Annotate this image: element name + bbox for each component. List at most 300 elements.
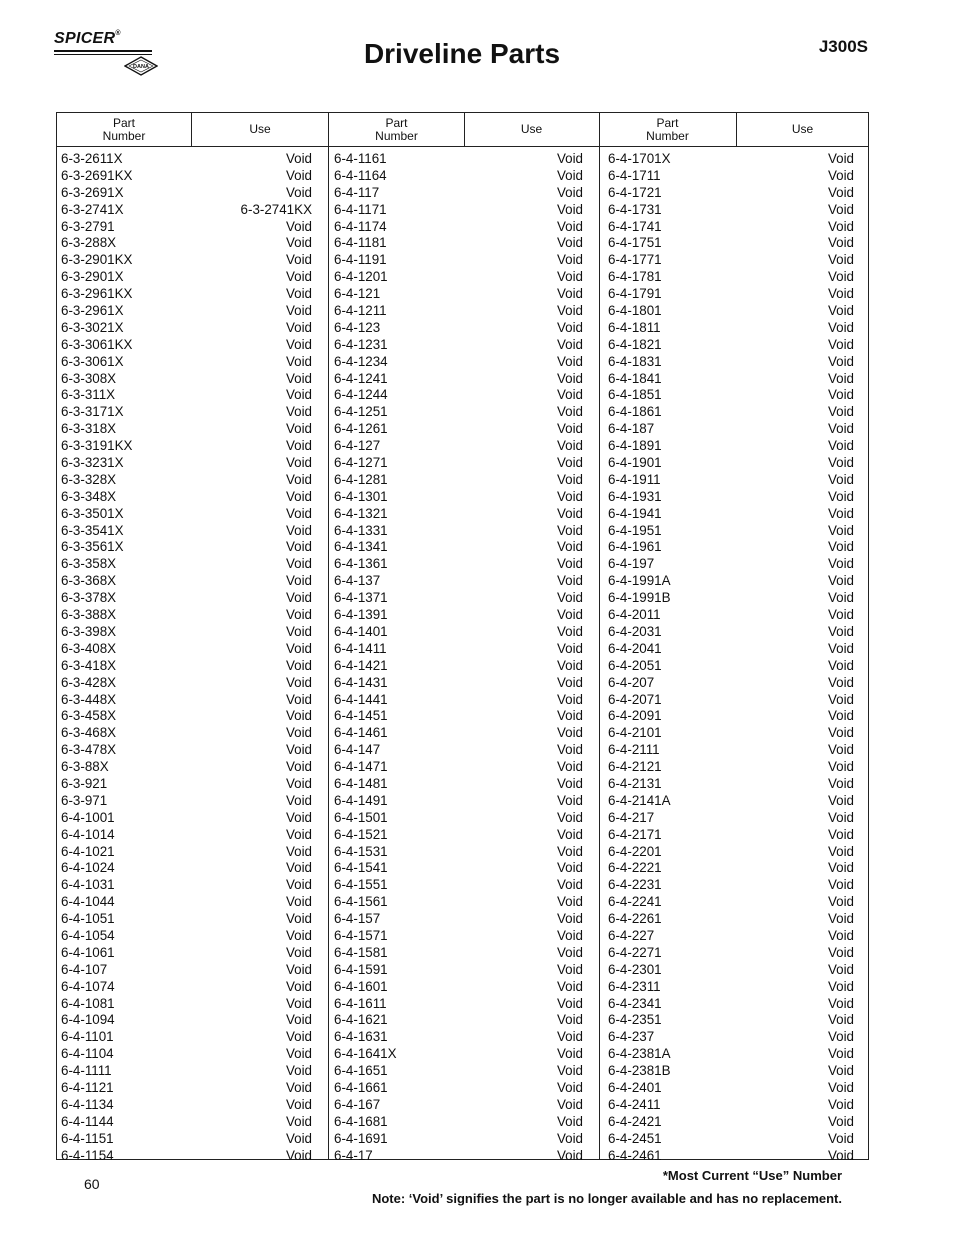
table-row <box>330 742 599 759</box>
part-number-cell: 6-4-1121 <box>61 1079 114 1095</box>
table-row <box>57 252 328 269</box>
table-row <box>330 607 599 624</box>
part-number-cell: 6-4-1134 <box>61 1096 114 1112</box>
table-row <box>57 979 328 996</box>
table-row <box>604 742 870 759</box>
table-row <box>604 1029 870 1046</box>
parts-table <box>56 112 869 1163</box>
use-cell: Void <box>556 455 583 471</box>
use-cell: Void <box>285 184 312 200</box>
part-number-cell: 6-4-1711 <box>608 167 661 183</box>
use-cell: Void <box>556 235 583 251</box>
part-number-cell: 6-4-1231 <box>334 336 388 352</box>
use-cell: Void <box>285 1063 312 1079</box>
part-number-cell: 6-4-2011 <box>608 607 661 623</box>
part-number-cell: 6-4-1811 <box>608 319 661 335</box>
part-number-cell: 6-4-1601 <box>334 978 388 994</box>
part-number-cell: 6-4-2461 <box>608 1147 662 1163</box>
table-row <box>330 793 599 810</box>
use-cell: Void <box>285 759 312 775</box>
table-row <box>57 1131 328 1148</box>
table-row <box>604 624 870 641</box>
part-number-cell: 6-4-1211 <box>334 303 387 319</box>
use-cell: Void <box>556 944 583 960</box>
use-cell: Void <box>827 235 854 251</box>
table-row <box>330 219 599 236</box>
part-number-cell: 6-3-3561X <box>61 539 124 555</box>
part-number-cell: 6-3-2791 <box>61 218 115 234</box>
part-number-cell: 6-4-1031 <box>61 877 115 893</box>
table-row <box>604 438 870 455</box>
table-row <box>604 523 870 540</box>
use-cell: Void <box>827 725 854 741</box>
use-cell: Void <box>827 607 854 623</box>
part-number-cell: 6-4-2351 <box>608 1012 662 1028</box>
table-row <box>604 252 870 269</box>
use-cell: Void <box>827 792 854 808</box>
use-cell: Void <box>556 792 583 808</box>
table-header <box>57 113 868 147</box>
part-number-cell: 6-4-2041 <box>608 640 662 656</box>
use-cell: Void <box>827 1130 854 1146</box>
table-row <box>57 742 328 759</box>
use-cell: Void <box>556 471 583 487</box>
use-cell: Void <box>827 488 854 504</box>
table-row <box>604 590 870 607</box>
part-number-cell: 6-4-1171 <box>334 201 387 217</box>
use-cell: Void <box>556 961 583 977</box>
part-number-cell: 6-4-1161 <box>334 151 387 166</box>
part-number-cell: 6-4-1571 <box>334 927 388 943</box>
part-number-cell: 6-3-3501X <box>61 505 124 521</box>
part-number-cell: 6-4-1271 <box>334 455 388 471</box>
table-row <box>57 1114 328 1131</box>
part-number-cell: 6-4-2201 <box>608 843 662 859</box>
use-cell: Void <box>285 826 312 842</box>
table-row <box>57 185 328 202</box>
part-number-cell: 6-4-1521 <box>334 826 388 842</box>
use-cell: Void <box>556 657 583 673</box>
use-cell: Void <box>827 404 854 420</box>
table-row <box>330 1063 599 1080</box>
table-row <box>330 996 599 1013</box>
table-row <box>604 894 870 911</box>
header-divider <box>736 113 737 146</box>
use-cell: Void <box>827 421 854 437</box>
table-row <box>330 641 599 658</box>
table-row <box>604 708 870 725</box>
logo-brand: SPICER® <box>54 30 121 47</box>
table-row <box>604 472 870 489</box>
table-row <box>57 776 328 793</box>
part-number-cell: 6-4-1491 <box>334 792 388 808</box>
use-cell: Void <box>827 1012 854 1028</box>
part-number-cell: 6-4-2451 <box>608 1130 662 1146</box>
use-cell: Void <box>285 944 312 960</box>
table-row <box>57 1097 328 1114</box>
table-row <box>57 556 328 573</box>
part-number-cell: 6-4-1074 <box>61 978 115 994</box>
table-row <box>330 894 599 911</box>
part-number-cell: 6-3-88X <box>61 759 109 775</box>
part-number-cell: 6-3-408X <box>61 640 117 656</box>
use-cell: Void <box>556 286 583 302</box>
use-cell: Void <box>285 252 312 268</box>
header-part-number: Part Number <box>102 115 146 143</box>
use-cell: Void <box>285 455 312 471</box>
part-number-cell: 6-4-1144 <box>61 1113 114 1129</box>
use-cell: Void <box>827 623 854 639</box>
use-cell: Void <box>827 573 854 589</box>
table-row <box>604 235 870 252</box>
use-cell: Void <box>827 995 854 1011</box>
table-row <box>57 590 328 607</box>
part-number-cell: 6-3-2961X <box>61 303 124 319</box>
part-number-cell: 6-4-1841 <box>608 370 662 386</box>
part-number-cell: 6-4-1821 <box>608 336 662 352</box>
part-number-cell: 6-4-2071 <box>608 691 662 707</box>
use-cell: Void <box>827 674 854 690</box>
part-number-cell: 6-4-1941 <box>608 505 662 521</box>
table-row <box>330 151 599 168</box>
table-row <box>330 1029 599 1046</box>
part-number-cell: 6-3-311X <box>61 387 116 403</box>
part-number-cell: 6-3-921 <box>61 775 108 791</box>
part-number-cell: 6-4-1111 <box>61 1063 112 1079</box>
table-row <box>330 979 599 996</box>
use-cell: Void <box>285 775 312 791</box>
table-row <box>57 455 328 472</box>
part-number-cell: 6-3-388X <box>61 607 117 623</box>
part-number-cell: 6-4-1901 <box>608 455 662 471</box>
table-row <box>330 286 599 303</box>
use-cell: Void <box>827 640 854 656</box>
use-cell: Void <box>556 539 583 555</box>
table-row <box>330 911 599 928</box>
part-number-cell: 6-4-1961 <box>608 539 662 555</box>
table-row <box>330 354 599 371</box>
part-number-cell: 6-4-1481 <box>334 775 388 791</box>
use-cell: Void <box>827 167 854 183</box>
part-number-cell: 6-4-1181 <box>334 235 387 251</box>
table-row <box>604 404 870 421</box>
part-number-cell: 6-4-1164 <box>334 167 387 183</box>
part-number-cell: 6-4-2051 <box>608 657 662 673</box>
table-row <box>57 928 328 945</box>
part-number-cell: 6-4-207 <box>608 674 655 690</box>
use-cell: Void <box>827 860 854 876</box>
use-cell: Void <box>556 877 583 893</box>
table-row <box>330 1012 599 1029</box>
use-cell: Void <box>827 1147 854 1163</box>
part-number-cell: 6-3-348X <box>61 488 117 504</box>
table-row <box>57 472 328 489</box>
part-number-cell: 6-3-308X <box>61 370 117 386</box>
part-number-cell: 6-4-1631 <box>334 1029 388 1045</box>
table-row <box>604 1012 870 1029</box>
part-number-cell: 6-3-971 <box>61 792 108 808</box>
part-number-cell: 6-4-121 <box>334 286 381 302</box>
part-number-cell: 6-4-117 <box>334 184 380 200</box>
use-cell: Void <box>556 505 583 521</box>
use-cell: Void <box>827 944 854 960</box>
table-row <box>57 506 328 523</box>
use-cell: Void <box>285 911 312 927</box>
use-cell: Void <box>556 691 583 707</box>
use-cell: Void <box>285 1147 312 1163</box>
use-cell: Void <box>285 843 312 859</box>
use-cell: Void <box>827 286 854 302</box>
part-number-cell: 6-3-3061KX <box>61 336 133 352</box>
use-cell: Void <box>556 1046 583 1062</box>
use-cell: Void <box>285 927 312 943</box>
use-cell: Void <box>285 623 312 639</box>
use-cell: Void <box>285 1079 312 1095</box>
use-cell: Void <box>827 201 854 217</box>
table-row <box>604 641 870 658</box>
use-cell: Void <box>827 151 854 166</box>
part-number-cell: 6-4-2101 <box>608 725 662 741</box>
table-row <box>57 387 328 404</box>
table-row <box>57 539 328 556</box>
use-cell: Void <box>556 1079 583 1095</box>
header-use: Use <box>249 122 271 136</box>
part-number-cell: 6-4-1471 <box>334 759 388 775</box>
part-number-cell: 6-4-1651 <box>334 1063 388 1079</box>
use-cell: Void <box>285 336 312 352</box>
use-cell: Void <box>556 775 583 791</box>
table-row <box>604 979 870 996</box>
use-cell: Void <box>556 370 583 386</box>
part-number-cell: 6-4-1261 <box>334 421 388 437</box>
page-title: Driveline Parts <box>363 38 561 69</box>
use-cell: Void <box>556 573 583 589</box>
table-row <box>57 844 328 861</box>
part-number-cell: 6-4-1401 <box>334 623 388 639</box>
part-number-cell: 6-3-3231X <box>61 455 124 471</box>
use-cell: Void <box>556 184 583 200</box>
table-row <box>604 269 870 286</box>
part-number-cell: 6-4-2261 <box>608 911 662 927</box>
use-cell: Void <box>827 809 854 825</box>
use-cell: Void <box>827 455 854 471</box>
part-number-cell: 6-4-187 <box>608 421 655 437</box>
table-row <box>330 523 599 540</box>
part-number-cell: 6-4-137 <box>334 573 381 589</box>
use-cell: Void <box>556 303 583 319</box>
table-row <box>330 303 599 320</box>
use-cell: Void <box>827 775 854 791</box>
use-cell: Void <box>827 1063 854 1079</box>
table-row <box>604 489 870 506</box>
part-number-cell: 6-4-1021 <box>61 843 115 859</box>
use-cell: Void <box>285 607 312 623</box>
part-number-cell: 6-4-1201 <box>334 269 388 285</box>
use-cell: Void <box>285 488 312 504</box>
table-row <box>604 320 870 337</box>
use-cell: Void <box>827 1079 854 1095</box>
table-row <box>330 1131 599 1148</box>
part-number-cell: 6-4-1591 <box>334 961 388 977</box>
void-note: Note: ‘Void’ signifies the part is no longer available and has no replacement. <box>371 1191 842 1206</box>
header-divider <box>464 113 465 146</box>
part-number-cell: 6-4-1991A <box>608 573 671 589</box>
part-number-cell: 6-3-368X <box>61 573 117 589</box>
part-number-cell: 6-3-478X <box>61 742 117 758</box>
table-row <box>604 996 870 1013</box>
use-cell: Void <box>556 826 583 842</box>
use-cell: Void <box>827 1113 854 1129</box>
use-cell: Void <box>285 674 312 690</box>
logo-sub-brand: DANA <box>133 64 149 71</box>
part-number-cell: 6-4-237 <box>608 1029 655 1045</box>
table-row <box>330 455 599 472</box>
use-cell: Void <box>285 961 312 977</box>
part-number-cell: 6-4-2091 <box>608 708 662 724</box>
table-row <box>604 962 870 979</box>
table-row <box>330 269 599 286</box>
parts-column-1 <box>57 151 328 1164</box>
part-number-cell: 6-3-328X <box>61 471 117 487</box>
part-number-cell: 6-4-227 <box>608 927 655 943</box>
table-row <box>57 269 328 286</box>
parts-column-2 <box>330 151 599 1164</box>
part-number-cell: 6-4-1501 <box>334 809 388 825</box>
use-cell: Void <box>827 556 854 572</box>
use-cell: Void <box>285 387 312 403</box>
part-number-cell: 6-4-1101 <box>61 1029 114 1045</box>
part-number-cell: 6-4-1771 <box>608 252 662 268</box>
part-number-cell: 6-4-1791 <box>608 286 662 302</box>
use-cell: Void <box>285 725 312 741</box>
table-row <box>330 877 599 894</box>
use-cell: Void <box>285 1096 312 1112</box>
use-cell: Void <box>827 471 854 487</box>
table-row <box>330 945 599 962</box>
part-number-cell: 6-4-2401 <box>608 1079 662 1095</box>
part-number-cell: 6-4-1081 <box>61 995 115 1011</box>
part-number-cell: 6-4-1661 <box>334 1079 388 1095</box>
use-cell: Void <box>827 826 854 842</box>
use-cell: Void <box>827 911 854 927</box>
part-number-cell: 6-3-358X <box>61 556 117 572</box>
part-number-cell: 6-4-1951 <box>608 522 662 538</box>
use-cell: Void <box>285 995 312 1011</box>
table-row <box>330 472 599 489</box>
use-cell: Void <box>556 843 583 859</box>
part-number-cell: 6-4-1331 <box>334 522 388 538</box>
table-row <box>57 1046 328 1063</box>
part-number-cell: 6-4-2301 <box>608 961 662 977</box>
use-cell: Void <box>285 471 312 487</box>
part-number-cell: 6-4-1541 <box>334 860 388 876</box>
table-row <box>57 894 328 911</box>
part-number-cell: 6-4-2271 <box>608 944 662 960</box>
use-cell: Void <box>827 353 854 369</box>
table-row <box>604 506 870 523</box>
table-row <box>604 1148 870 1165</box>
table-row <box>330 573 599 590</box>
table-row <box>604 539 870 556</box>
use-cell: Void <box>556 809 583 825</box>
table-row <box>57 523 328 540</box>
use-cell: Void <box>827 184 854 200</box>
table-row <box>57 235 328 252</box>
table-row <box>57 996 328 1013</box>
table-row <box>330 962 599 979</box>
table-row <box>330 776 599 793</box>
use-cell: Void <box>556 421 583 437</box>
header-use: Use <box>791 122 814 136</box>
table-row <box>604 573 870 590</box>
use-cell: Void <box>827 657 854 673</box>
use-cell: Void <box>285 640 312 656</box>
table-row <box>330 1097 599 1114</box>
use-cell: Void <box>285 269 312 285</box>
part-number-cell: 6-3-2901KX <box>61 252 133 268</box>
part-number-cell: 6-4-2241 <box>608 894 662 910</box>
use-cell: Void <box>827 978 854 994</box>
use-cell: Void <box>556 623 583 639</box>
use-cell: Void <box>285 1130 312 1146</box>
table-row <box>57 658 328 675</box>
part-number-cell: 6-4-1421 <box>334 657 388 673</box>
use-cell: Void <box>285 319 312 335</box>
use-cell: Void <box>556 488 583 504</box>
use-cell: Void <box>556 151 583 166</box>
table-row <box>604 185 870 202</box>
use-cell: Void <box>556 607 583 623</box>
part-number-cell: 6-4-2421 <box>608 1113 662 1129</box>
use-cell: Void <box>556 590 583 606</box>
use-cell: Void <box>827 742 854 758</box>
part-number-cell: 6-4-1371 <box>334 590 388 606</box>
part-number-cell: 6-4-1001 <box>61 809 115 825</box>
use-cell: Void <box>556 725 583 741</box>
part-number-cell: 6-4-2381A <box>608 1046 671 1062</box>
part-number-cell: 6-4-1174 <box>334 218 387 234</box>
part-number-cell: 6-4-1691 <box>334 1130 388 1146</box>
table-row <box>604 877 870 894</box>
table-row <box>604 1046 870 1063</box>
part-number-cell: 6-4-1251 <box>334 404 388 420</box>
part-number-cell: 6-4-2111 <box>608 742 660 758</box>
page-number: 60 <box>84 1176 100 1192</box>
table-row <box>604 202 870 219</box>
table-row <box>604 387 870 404</box>
use-cell: Void <box>827 522 854 538</box>
use-cell: Void <box>285 877 312 893</box>
header-divider <box>191 113 192 146</box>
part-number-cell: 6-4-1014 <box>61 826 115 842</box>
part-number-cell: 6-4-1861 <box>608 404 662 420</box>
use-cell: Void <box>285 370 312 386</box>
footnote: *Most Current “Use” Number <box>662 1168 842 1183</box>
part-number-cell: 6-4-1151 <box>61 1130 114 1146</box>
use-cell: Void <box>827 252 854 268</box>
use-cell: Void <box>556 674 583 690</box>
use-cell: Void <box>827 505 854 521</box>
table-row <box>57 725 328 742</box>
use-cell: Void <box>556 269 583 285</box>
part-number-cell: 6-4-1561 <box>334 894 388 910</box>
use-cell: Void <box>556 438 583 454</box>
part-number-cell: 6-4-1051 <box>61 911 115 927</box>
use-cell: Void <box>827 336 854 352</box>
part-number-cell: 6-4-1301 <box>334 488 388 504</box>
table-row <box>57 573 328 590</box>
part-number-cell: 6-4-2381B <box>608 1063 671 1079</box>
